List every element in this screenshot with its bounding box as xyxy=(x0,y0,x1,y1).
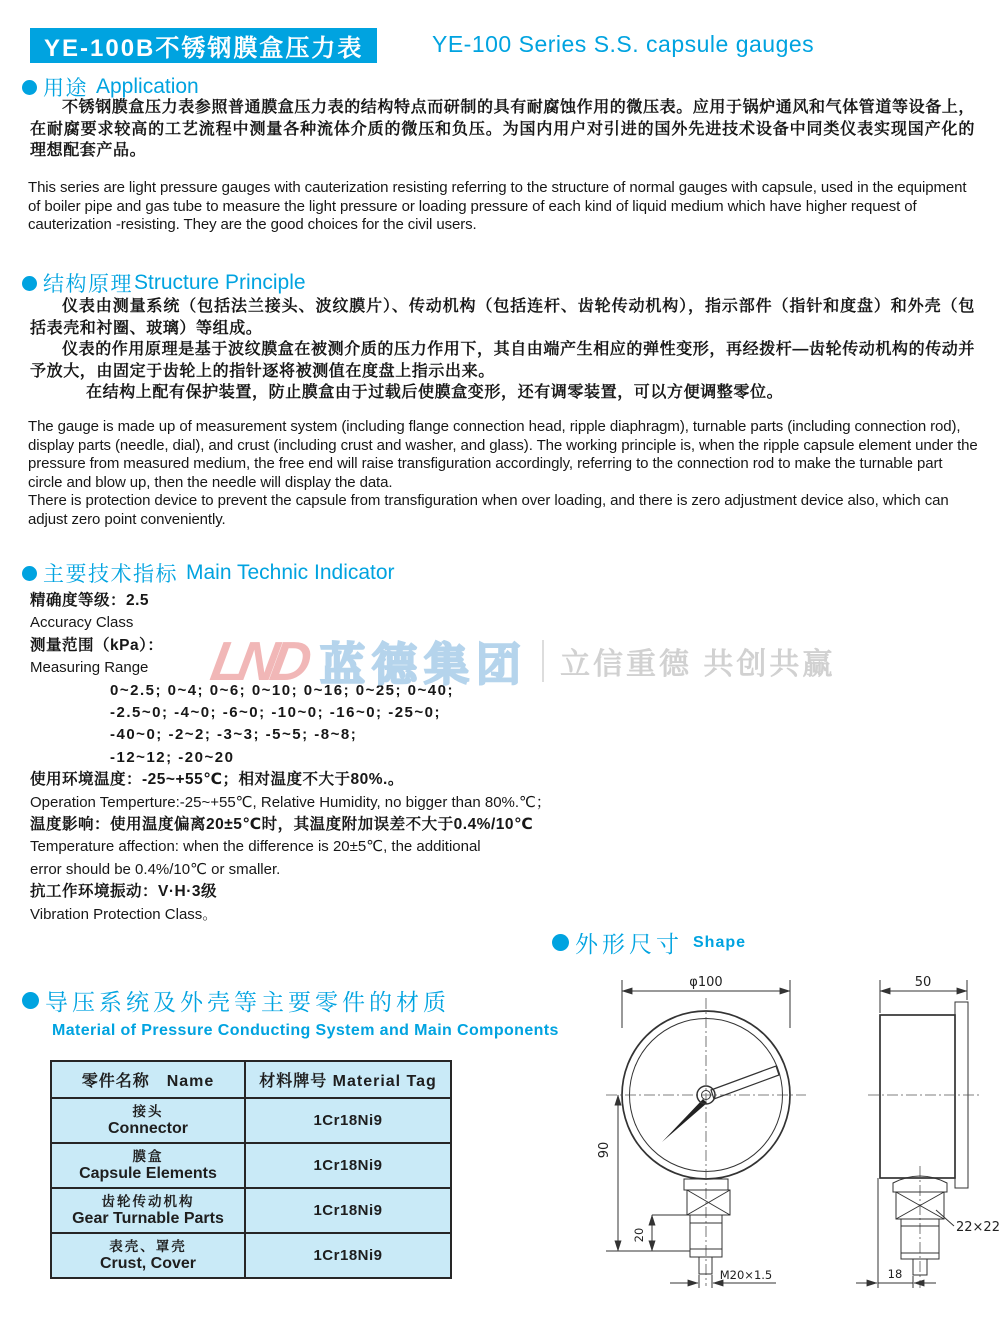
dimension-drawing xyxy=(580,970,1000,1316)
part-name-cell xyxy=(51,1233,245,1278)
structure-paragraph-zh: 在结构上配有保护装置，防止膜盒由于过载后使膜盒变形，还有调零装置，可以方便调整零位。 xyxy=(86,384,784,401)
material-tag-cell: 1Cr18Ni9 xyxy=(245,1233,451,1278)
structure-section-heading xyxy=(22,268,306,298)
application-paragraph-en: This series are light pressure gauges with cauterization resisting referring to the structure of normal gauges with capsule, used in the equipment of boiler pipe and gas tube to measure the light pressure or loading pressure of each kind of liquid medium which have higher request of cauterization -resisting. They are the good choices for the civil users. xyxy=(28,179,967,234)
spec-line: Accuracy Class xyxy=(30,614,134,632)
spec-line: 使用环境温度：-25~+55℃；相对温度不大于80%.。 xyxy=(30,771,404,789)
shape-heading-en: Shape xyxy=(693,933,747,951)
table-header-row xyxy=(51,1061,451,1098)
column-header-name: 零件名称 Name xyxy=(51,1061,245,1098)
dim-label-height: 90 xyxy=(597,1141,612,1159)
spec-line: 测量范围（kPa）： xyxy=(30,636,164,654)
dim-label-square: 22×22 xyxy=(956,1220,1000,1235)
spec-line-range: -2.5~0; -4~0; -6~0; -10~0; -16~0; -25~0; xyxy=(110,704,441,722)
table-row xyxy=(51,1098,451,1143)
part-name-cell xyxy=(51,1098,245,1143)
dim-label-diameter: φ100 xyxy=(689,975,723,990)
spec-line-range: 0~2.5; 0~4; 0~6; 0~10; 0~16; 0~25; 0~40; xyxy=(110,681,454,699)
dim-label-offset: 18 xyxy=(887,1267,903,1281)
part-name-cell xyxy=(51,1143,245,1188)
product-title-banner xyxy=(30,28,377,63)
structure-paragraph-en: There is protection device to prevent the capsule from transfiguration when over loading, and there is zero adjustment device also, which can adjust zero point conveniently. xyxy=(28,492,949,528)
table-row xyxy=(51,1233,451,1278)
dim-label-thread-length: 20 xyxy=(632,1227,646,1243)
shape-heading-zh: 外形尺寸 xyxy=(575,931,683,957)
part-name-en: Crust, Cover xyxy=(99,1254,197,1272)
bullet-icon xyxy=(22,566,37,581)
product-title-en: YE-100 Series S.S. capsule gauges xyxy=(432,31,815,57)
structure-paragraph-zh: 仪表的作用原理是基于波纹膜盒在被测介质的压力作用下，其自由端产生相应的弹性变形，再经拨杆—齿轮传动机构的传动并予放大，由固定于齿轮上的指针逐将被测值在度盘上指示出来。 xyxy=(30,341,976,380)
materials-table xyxy=(50,1060,452,1279)
bullet-icon xyxy=(22,276,37,291)
gauge-side-view xyxy=(856,975,1000,1288)
bullet-icon xyxy=(22,80,37,95)
spec-line: Measuring Range xyxy=(30,659,149,677)
gauge-front-view xyxy=(597,975,806,1288)
application-text-zh xyxy=(30,97,975,162)
part-name-zh: 膜盒 xyxy=(132,1148,164,1164)
bullet-icon xyxy=(22,992,39,1009)
material-tag-cell: 1Cr18Ni9 xyxy=(245,1098,451,1143)
spec-line-range: -40~0; -2~2; -3~3; -5~5; -8~8; xyxy=(110,726,358,744)
application-heading-zh: 用途 xyxy=(43,77,88,100)
materials-heading-en: Material of Pressure Conducting System and Main Components xyxy=(52,1022,559,1039)
part-name-en: Gear Turnable Parts xyxy=(72,1209,224,1227)
structure-text-zh xyxy=(30,296,975,404)
spec-line: 精确度等级：2.5 xyxy=(30,592,150,609)
dim-label-thread: M20×1.5 xyxy=(719,1268,773,1282)
dim-label-depth: 50 xyxy=(914,975,932,990)
part-name-zh: 接头 xyxy=(132,1103,164,1119)
structure-heading-en: Structure Principle xyxy=(134,271,306,294)
structure-heading-zh: 结构原理 xyxy=(43,273,133,296)
spec-line: Vibration Protection Class。 xyxy=(30,905,218,923)
materials-section-heading xyxy=(22,984,450,1017)
part-name-cell xyxy=(51,1188,245,1233)
part-name-en: Connector xyxy=(108,1119,188,1137)
lnd-logo-icon: LND xyxy=(206,629,310,692)
indicator-spec-list xyxy=(30,590,975,926)
table-row xyxy=(51,1188,451,1233)
indicator-section-heading xyxy=(22,558,395,588)
spec-line: 抗工作环境振动：V·H·3级 xyxy=(30,883,217,901)
materials-heading-zh: 导压系统及外壳等主要零件的材质 xyxy=(45,989,450,1015)
watermark-slogan: 立信重德 共创共赢 xyxy=(560,647,836,681)
spec-line: 温度影响：使用温度偏离20±5℃时，其温度附加误差不大于0.4%/10℃ xyxy=(30,816,534,834)
structure-paragraph-zh: 仪表由测量系统（包括法兰接头、波纹膜片）、传动机构（包括连杆、齿轮传动机构），指示部件（指针和度盘）和外壳（包括表壳和衬圈、玻璃）等组成。 xyxy=(30,298,975,337)
spec-line: Operation Temperture:-25~+55℃, Relative Humidity, no bigger than 80%.℃； xyxy=(30,793,551,811)
application-heading-en: Application xyxy=(96,75,199,98)
bullet-icon xyxy=(552,934,569,951)
part-name-zh: 表壳、罩壳 xyxy=(109,1238,187,1254)
product-title-zh: YE-100B不锈钢膜盒压力表 xyxy=(44,35,364,62)
column-header-material-tag: 材料牌号 Material Tag xyxy=(245,1061,451,1098)
spec-line: error should be 0.4%/10℃ or smaller. xyxy=(30,860,281,878)
structure-text-en xyxy=(28,418,980,530)
indicator-heading-zh: 主要技术指标 xyxy=(43,563,178,586)
watermark-company-name: 蓝德集团 xyxy=(320,639,529,690)
application-text-en xyxy=(28,179,978,235)
spec-line-range: -12~12; -20~20 xyxy=(110,748,235,766)
material-tag-cell: 1Cr18Ni9 xyxy=(245,1188,451,1233)
table-row xyxy=(51,1143,451,1188)
shape-section-heading xyxy=(552,926,746,959)
spec-line: Temperature affection: when the difference is 20±5℃, the additional xyxy=(30,838,481,856)
indicator-heading-en: Main Technic Indicator xyxy=(186,561,395,584)
application-paragraph-zh: 不锈钢膜盒压力表参照普通膜盒压力表的结构特点而研制的具有耐腐蚀作用的微压表。应用于锅炉通风和气体管道等设备上，在耐腐要求较高的工艺流程中测量各种流体介质的微压和负压。为国内用户对引进的国外先进技术设备中同类仪表实现国产化的理想配套产品。 xyxy=(30,99,976,159)
structure-paragraph-en: The gauge is made up of measurement system (including flange connection head, ripple diaphragm), turnable parts (including connection rod), display parts (needle, dial), and crust (including crust and washer, and glass). The working principle is, when the ripple capsule element under the pressure from measured medium, the free end will raise transfiguration accordingly, referring to the connection rod to make the turnable part circle and blow up, then the needle will display the data. xyxy=(28,418,978,491)
material-tag-cell: 1Cr18Ni9 xyxy=(245,1143,451,1188)
part-name-en: Capsule Elements xyxy=(79,1164,217,1182)
part-name-zh: 齿轮传动机构 xyxy=(101,1193,195,1209)
